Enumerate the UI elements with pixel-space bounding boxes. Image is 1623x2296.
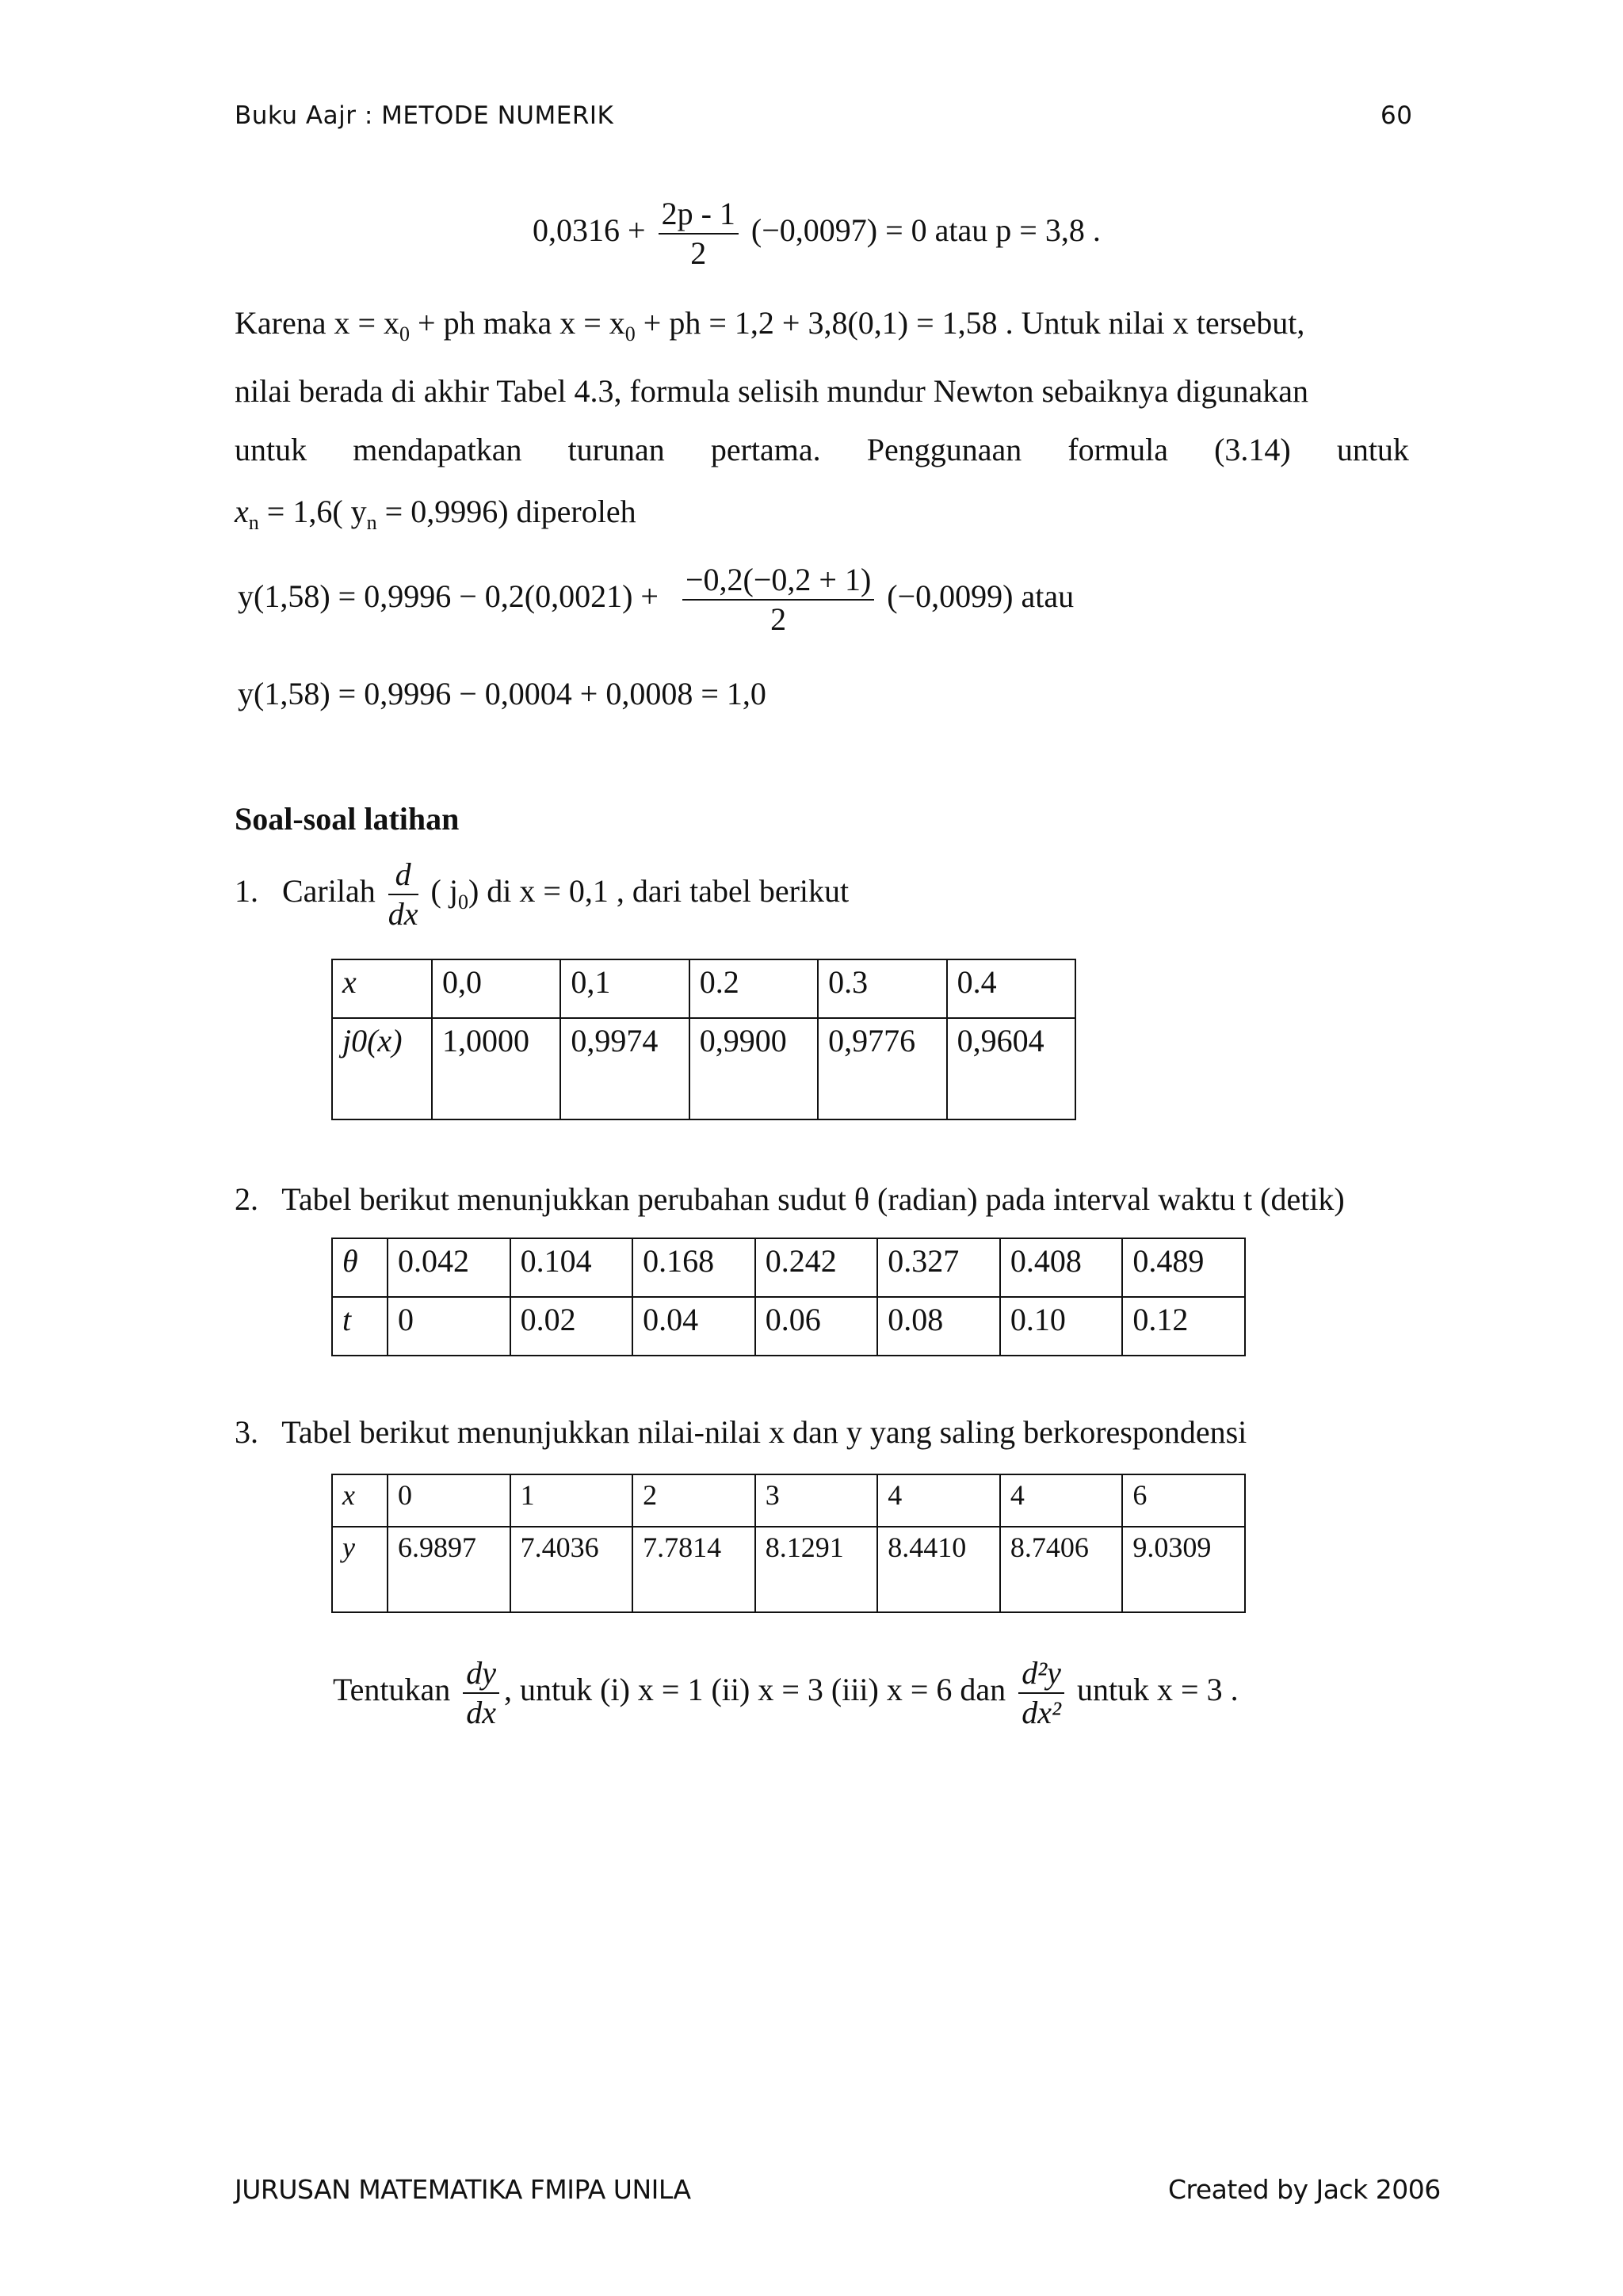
q3b-f2-num: d²y bbox=[1018, 1656, 1064, 1694]
word: mendapatkan bbox=[353, 432, 522, 467]
q1-post-b: ) di x = 0,1 , dari tabel berikut bbox=[468, 873, 850, 910]
table-row bbox=[332, 1527, 1245, 1612]
equation-1 bbox=[533, 196, 1101, 271]
table-cell: 9.0309 bbox=[1122, 1527, 1245, 1612]
table-cell: 0,9776 bbox=[818, 1018, 946, 1119]
q1-pre: Carilah bbox=[282, 873, 376, 910]
eq2-frac-den: 2 bbox=[770, 601, 787, 637]
table-cell: 0,0 bbox=[432, 959, 560, 1018]
q3b-mid: , untuk (i) x = 1 (ii) x = 3 (iii) x = 6 dan bbox=[504, 1672, 1006, 1708]
q1-subscript: 0 bbox=[457, 891, 468, 914]
q1-frac-num: d bbox=[388, 857, 418, 895]
table-cell: 0.12 bbox=[1122, 1297, 1245, 1356]
subscript-0: 0 bbox=[624, 322, 636, 345]
table-cell: 0,9604 bbox=[947, 1018, 1075, 1119]
table-cell: 0.04 bbox=[632, 1297, 755, 1356]
table-cell: 7.7814 bbox=[632, 1527, 755, 1612]
subscript-0: 0 bbox=[399, 322, 411, 345]
table-cell: 0.489 bbox=[1122, 1238, 1245, 1297]
table-cell: 0 bbox=[388, 1297, 510, 1356]
table-cell: 0.327 bbox=[877, 1238, 1000, 1297]
question-3-task bbox=[333, 1656, 1239, 1730]
q3b-f2-den: dx² bbox=[1022, 1695, 1061, 1730]
word: formula bbox=[1067, 432, 1168, 467]
table-cell: 0 bbox=[388, 1474, 510, 1527]
eq2-fraction bbox=[682, 563, 874, 637]
table-cell: 4 bbox=[1000, 1474, 1123, 1527]
var-x: x bbox=[235, 494, 249, 529]
table-cell: 0.08 bbox=[877, 1297, 1000, 1356]
table-bessel bbox=[331, 959, 1076, 1120]
q3b-post: untuk x = 3 . bbox=[1076, 1672, 1239, 1708]
header-x: x bbox=[342, 964, 357, 1000]
footer-credit: Created by Jack 2006 bbox=[1168, 2174, 1441, 2205]
equation-3: y(1,58) = 0,9996 − 0,0004 + 0,0008 = 1,0 bbox=[238, 676, 766, 711]
table-cell: 7.4036 bbox=[510, 1527, 633, 1612]
question-3 bbox=[235, 1413, 1247, 1451]
table-cell: 0.2 bbox=[689, 959, 818, 1018]
table-cell bbox=[332, 1527, 388, 1612]
table-cell bbox=[332, 1474, 388, 1527]
table-cell: 8.4410 bbox=[877, 1527, 1000, 1612]
table-cell: 0.10 bbox=[1000, 1297, 1123, 1356]
eq2-frac-num: −0,2(−0,2 + 1) bbox=[682, 563, 874, 601]
table-cell: 0.242 bbox=[755, 1238, 878, 1297]
table-row bbox=[332, 1018, 1075, 1119]
page-number: 60 bbox=[1381, 101, 1413, 130]
question-2 bbox=[235, 1180, 1345, 1219]
section-title: Soal-soal latihan bbox=[235, 801, 460, 837]
para-line-3 bbox=[235, 431, 1409, 469]
table-xy bbox=[331, 1474, 1246, 1613]
table-cell: 0.408 bbox=[1000, 1238, 1123, 1297]
table-cell: 3 bbox=[755, 1474, 878, 1527]
word: untuk bbox=[1336, 432, 1409, 467]
q2-number: 2. bbox=[235, 1181, 258, 1217]
para-line-1-a: Karena x = x bbox=[235, 305, 400, 341]
header-j0: j0(x) bbox=[342, 1023, 403, 1058]
eq1-left: 0,0316 + bbox=[533, 212, 646, 249]
table-row bbox=[332, 1474, 1245, 1527]
table-cell: 0.042 bbox=[388, 1238, 510, 1297]
q1-number: 1. bbox=[235, 873, 258, 910]
q3b-f1-num: dy bbox=[463, 1656, 499, 1694]
header-t: t bbox=[342, 1302, 352, 1337]
table-cell: 0.06 bbox=[755, 1297, 878, 1356]
table-cell bbox=[332, 959, 432, 1018]
q3b-fraction-2 bbox=[1018, 1656, 1064, 1730]
table-cell: 6 bbox=[1122, 1474, 1245, 1527]
para-line-1-b: + ph maka x = x bbox=[410, 305, 625, 341]
q3b-fraction-1 bbox=[463, 1656, 499, 1730]
running-header-title: Buku Aajr : METODE NUMERIK bbox=[235, 101, 614, 130]
table-row bbox=[332, 1297, 1245, 1356]
table-angle-time bbox=[331, 1238, 1246, 1356]
para-line-1 bbox=[235, 304, 1304, 346]
para-line-4-c: = 0,9996) diperoleh bbox=[376, 494, 636, 529]
eq1-fraction bbox=[659, 196, 739, 271]
table-cell: 0,1 bbox=[560, 959, 689, 1018]
word: Penggunaan bbox=[866, 432, 1022, 467]
q3-number: 3. bbox=[235, 1414, 258, 1450]
table-cell: 0,9900 bbox=[689, 1018, 818, 1119]
q1-post: ( j bbox=[430, 873, 458, 910]
table-cell: 6.9897 bbox=[388, 1527, 510, 1612]
q1-frac-den: dx bbox=[388, 896, 418, 932]
table-cell bbox=[332, 1018, 432, 1119]
subscript-n: n bbox=[248, 511, 259, 534]
table-cell: 0.3 bbox=[818, 959, 946, 1018]
eq2-left: y(1,58) = 0,9996 − 0,2(0,0021) + bbox=[238, 578, 659, 615]
question-1 bbox=[235, 857, 849, 932]
para-line-1-c: + ph = 1,2 + 3,8(0,1) = 1,58 . Untuk nilai x tersebut, bbox=[635, 305, 1305, 341]
q3b-f1-den: dx bbox=[466, 1695, 497, 1730]
eq1-frac-num: 2p - 1 bbox=[659, 196, 739, 235]
equation-2 bbox=[238, 563, 1074, 637]
table-cell: 1,0000 bbox=[432, 1018, 560, 1119]
subscript-n: n bbox=[366, 511, 377, 534]
header-y: y bbox=[342, 1531, 355, 1563]
table-cell: 0,9974 bbox=[560, 1018, 689, 1119]
table-cell: 0.4 bbox=[947, 959, 1075, 1018]
para-line-2: nilai berada di akhir Tabel 4.3, formula selisih mundur Newton sebaiknya digunakan bbox=[235, 373, 1308, 409]
eq1-frac-den: 2 bbox=[690, 235, 707, 271]
word: pertama. bbox=[710, 432, 821, 467]
word: turunan bbox=[567, 432, 665, 467]
q3b-pre: Tentukan bbox=[333, 1672, 451, 1708]
eq2-right: (−0,0099) atau bbox=[887, 578, 1075, 615]
table-cell bbox=[332, 1297, 388, 1356]
table-row bbox=[332, 1238, 1245, 1297]
word: untuk bbox=[235, 432, 307, 467]
table-cell: 8.7406 bbox=[1000, 1527, 1123, 1612]
word: (3.14) bbox=[1214, 432, 1291, 467]
q3-text: Tabel berikut menunjukkan nilai-nilai x dan y yang saling berkorespondensi bbox=[281, 1414, 1247, 1450]
table-cell: 0.168 bbox=[632, 1238, 755, 1297]
header-theta: θ bbox=[342, 1243, 358, 1279]
table-cell: 1 bbox=[510, 1474, 633, 1527]
table-row bbox=[332, 959, 1075, 1018]
table-cell: 4 bbox=[877, 1474, 1000, 1527]
q1-fraction bbox=[388, 857, 418, 932]
eq1-right: (−0,0097) = 0 atau p = 3,8 . bbox=[750, 212, 1101, 249]
table-cell: 0.104 bbox=[510, 1238, 633, 1297]
table-cell: 2 bbox=[632, 1474, 755, 1527]
table-cell: 0.02 bbox=[510, 1297, 633, 1356]
footer-department: JURUSAN MATEMATIKA FMIPA UNILA bbox=[235, 2174, 691, 2205]
para-line-4-b: = 1,6( y bbox=[258, 494, 367, 529]
q2-text: Tabel berikut menunjukkan perubahan sudut θ (radian) pada interval waktu t (detik) bbox=[281, 1181, 1345, 1217]
table-cell: 8.1291 bbox=[755, 1527, 878, 1612]
table-cell bbox=[332, 1238, 388, 1297]
para-line-4 bbox=[235, 493, 636, 535]
header-x: x bbox=[342, 1479, 355, 1511]
